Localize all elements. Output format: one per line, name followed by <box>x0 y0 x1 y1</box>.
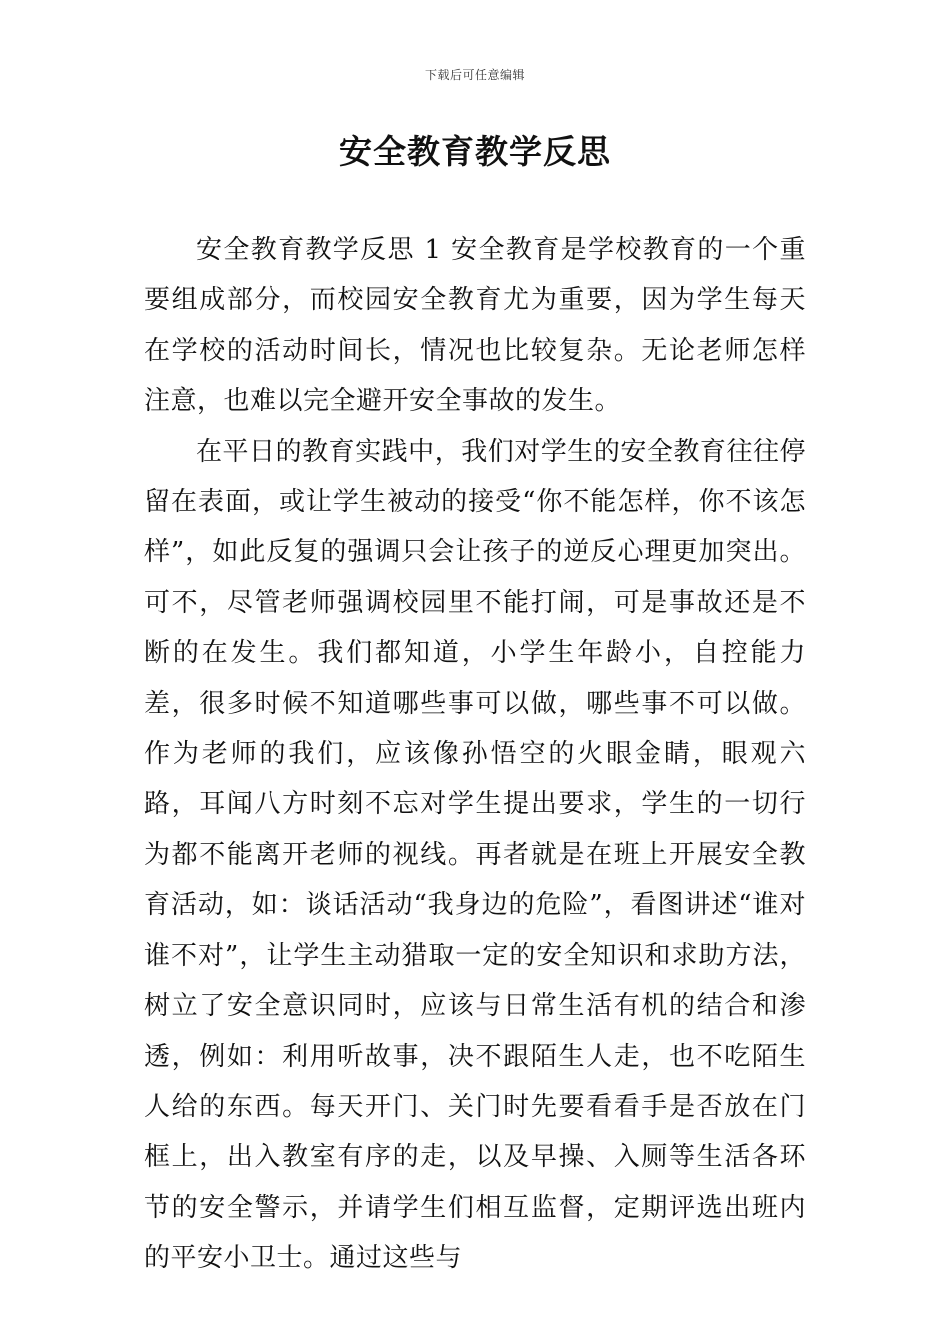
paragraph-1: 安全教育教学反思 1 安全教育是学校教育的一个重要组成部分，而校园安全教育尤为重要，因为学生每天在学校的活动时间长，情况也比较复杂。无论老师怎样注意，也难以完全避开安全事故的发生。 <box>144 235 806 417</box>
header-note: 下载后可任意编辑 <box>424 68 525 82</box>
document-body <box>144 225 806 1284</box>
paragraph-2: 在平日的教育实践中，我们对学生的安全教育往往停留在表面，或让学生被动的接受“你不能怎样，你不该怎样”，如此反复的强调只会让孩子的逆反心理更加突出。可不，尽管老师强调校园里不能打闹，可是事故还是不断的在发生。我们都知道，小学生年龄小，自控能力差，很多时候不知道哪些事可以做，哪些事不可以做。作为老师的我们，应该像孙悟空的火眼金睛，眼观六路，耳闻八方时刻不忘对学生提出要求，学生的一切行为都不能离开老师的视线。再者就是在班上开展安全教育活动，如：谈话活动“我身边的危险”，看图讲述“谁对谁不对”，让学生主动猎取一定的安全知识和求助方法，树立了安全意识同时，应该与日常生活有机的结合和渗透，例如：利用听故事，决不跟陌生人走，也不吃陌生人给的东西。每天开门、关门时先要看看手是否放在门框上，出入教室有序的走，以及早操、入厕等生活各环节的安全警示，并请学生们相互监督，定期评选出班内的平安小卫士。通过这些与 <box>144 436 806 1274</box>
document-title: 安全教育教学反思 <box>339 132 611 171</box>
